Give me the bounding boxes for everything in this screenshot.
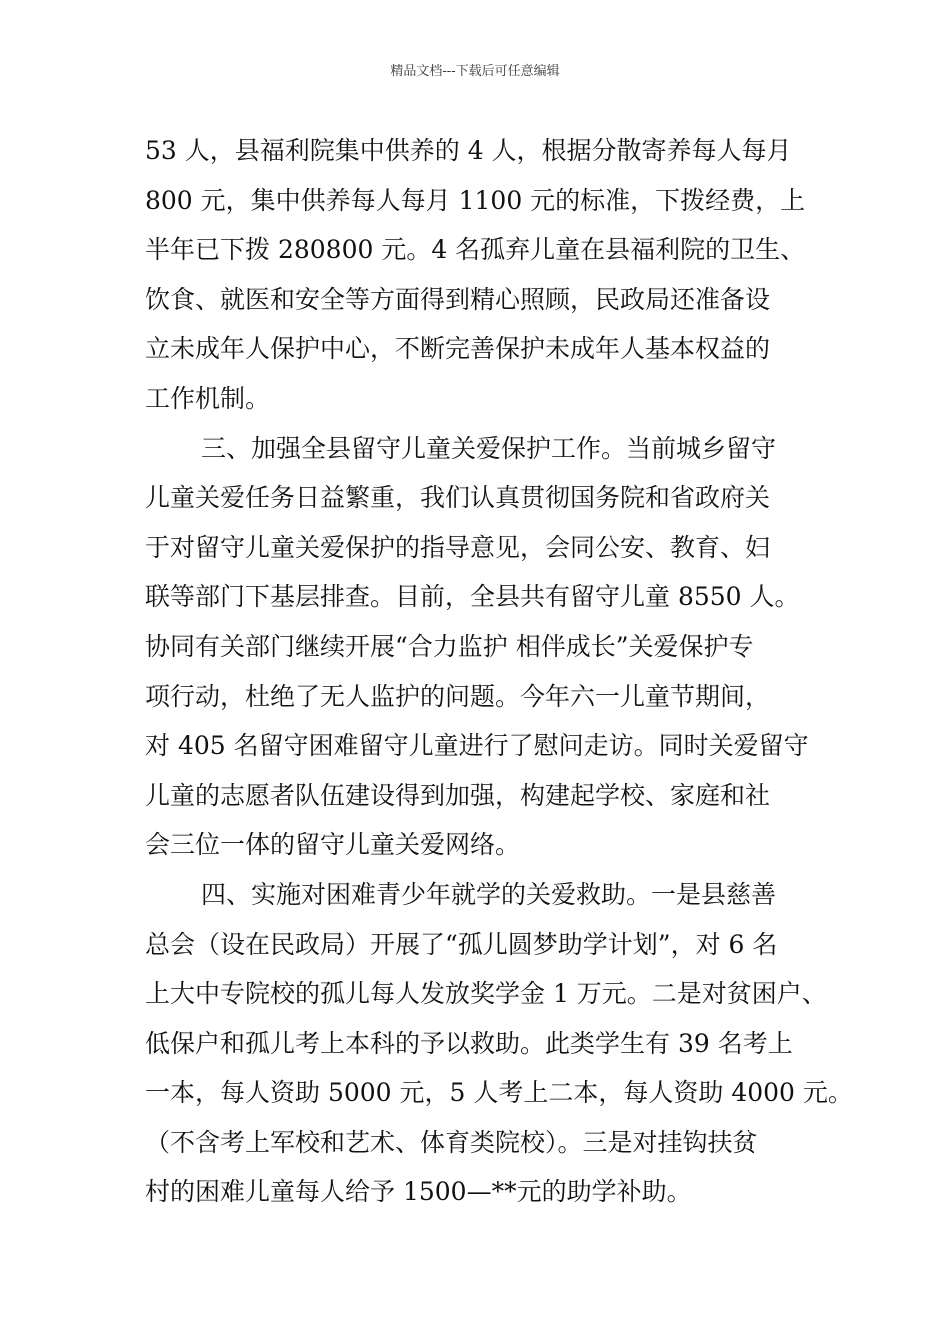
- text-line: 儿童关爱任务日益繁重，我们认真贯彻国务院和省政府关: [145, 483, 771, 513]
- text-line: 于对留守儿童关爱保护的指导意见，会同公安、教育、妇: [145, 532, 771, 562]
- text-line: 上大中专院校的孤儿每人发放奖学金 1 万元。二是对贫困户、: [145, 979, 827, 1009]
- text-line: 项行动，杜绝了无人监护的问题。今年六一儿童节期间，: [145, 681, 771, 711]
- text-line: 联等部门下基层排查。目前，全县共有留守儿童 8550 人。: [145, 582, 800, 612]
- text-line: 协同有关部门继续开展“合力监护 相伴成长”关爱保护专: [145, 631, 754, 661]
- page-header: 精品文档---下载后可任意编辑: [390, 64, 560, 79]
- text-line: 立未成年人保护中心，不断完善保护未成年人基本权益的: [145, 334, 771, 364]
- text-line: 低保户和孤儿考上本科的予以救助。此类学生有 39 名考上: [145, 1028, 793, 1058]
- text-line: 会三位一体的留守儿童关爱网络。: [145, 830, 521, 860]
- text-line: 饮食、就医和安全等方面得到精心照顾，民政局还准备设: [145, 284, 771, 314]
- text-line: 工作机制。: [145, 383, 271, 413]
- document-body: [145, 126, 853, 1217]
- text-line: 800 元，集中供养每人每月 1100 元的标准，下拨经费，上: [145, 185, 806, 215]
- text-line: 一本，每人资助 5000 元，5 人考上二本，每人资助 4000 元。: [145, 1078, 853, 1108]
- paragraph-start-line: 三、加强全县留守儿童关爱保护工作。当前城乡留守: [201, 433, 777, 463]
- text-line: 儿童的志愿者队伍建设得到加强，构建起学校、家庭和社: [145, 780, 771, 810]
- paragraph-start-line: 四、实施对困难青少年就学的关爱救助。一是县慈善: [201, 879, 777, 909]
- text-line: 总会（设在民政局）开展了“孤儿圆梦助学计划”，对 6 名: [145, 929, 778, 959]
- text-line: 对 405 名留守困难留守儿童进行了慰问走访。同时关爱留守: [145, 731, 809, 761]
- text-line: 53 人，县福利院集中供养的 4 人，根据分散寄养每人每月: [145, 136, 792, 165]
- text-line: 村的困难儿童每人给予 1500—**元的助学补助。: [145, 1177, 692, 1207]
- text-line: 半年已下拨 280800 元。4 名孤弃儿童在县福利院的卫生、: [145, 235, 806, 265]
- text-line: （不含考上军校和艺术、体育类院校）。三是对挂钩扶贫: [145, 1127, 758, 1157]
